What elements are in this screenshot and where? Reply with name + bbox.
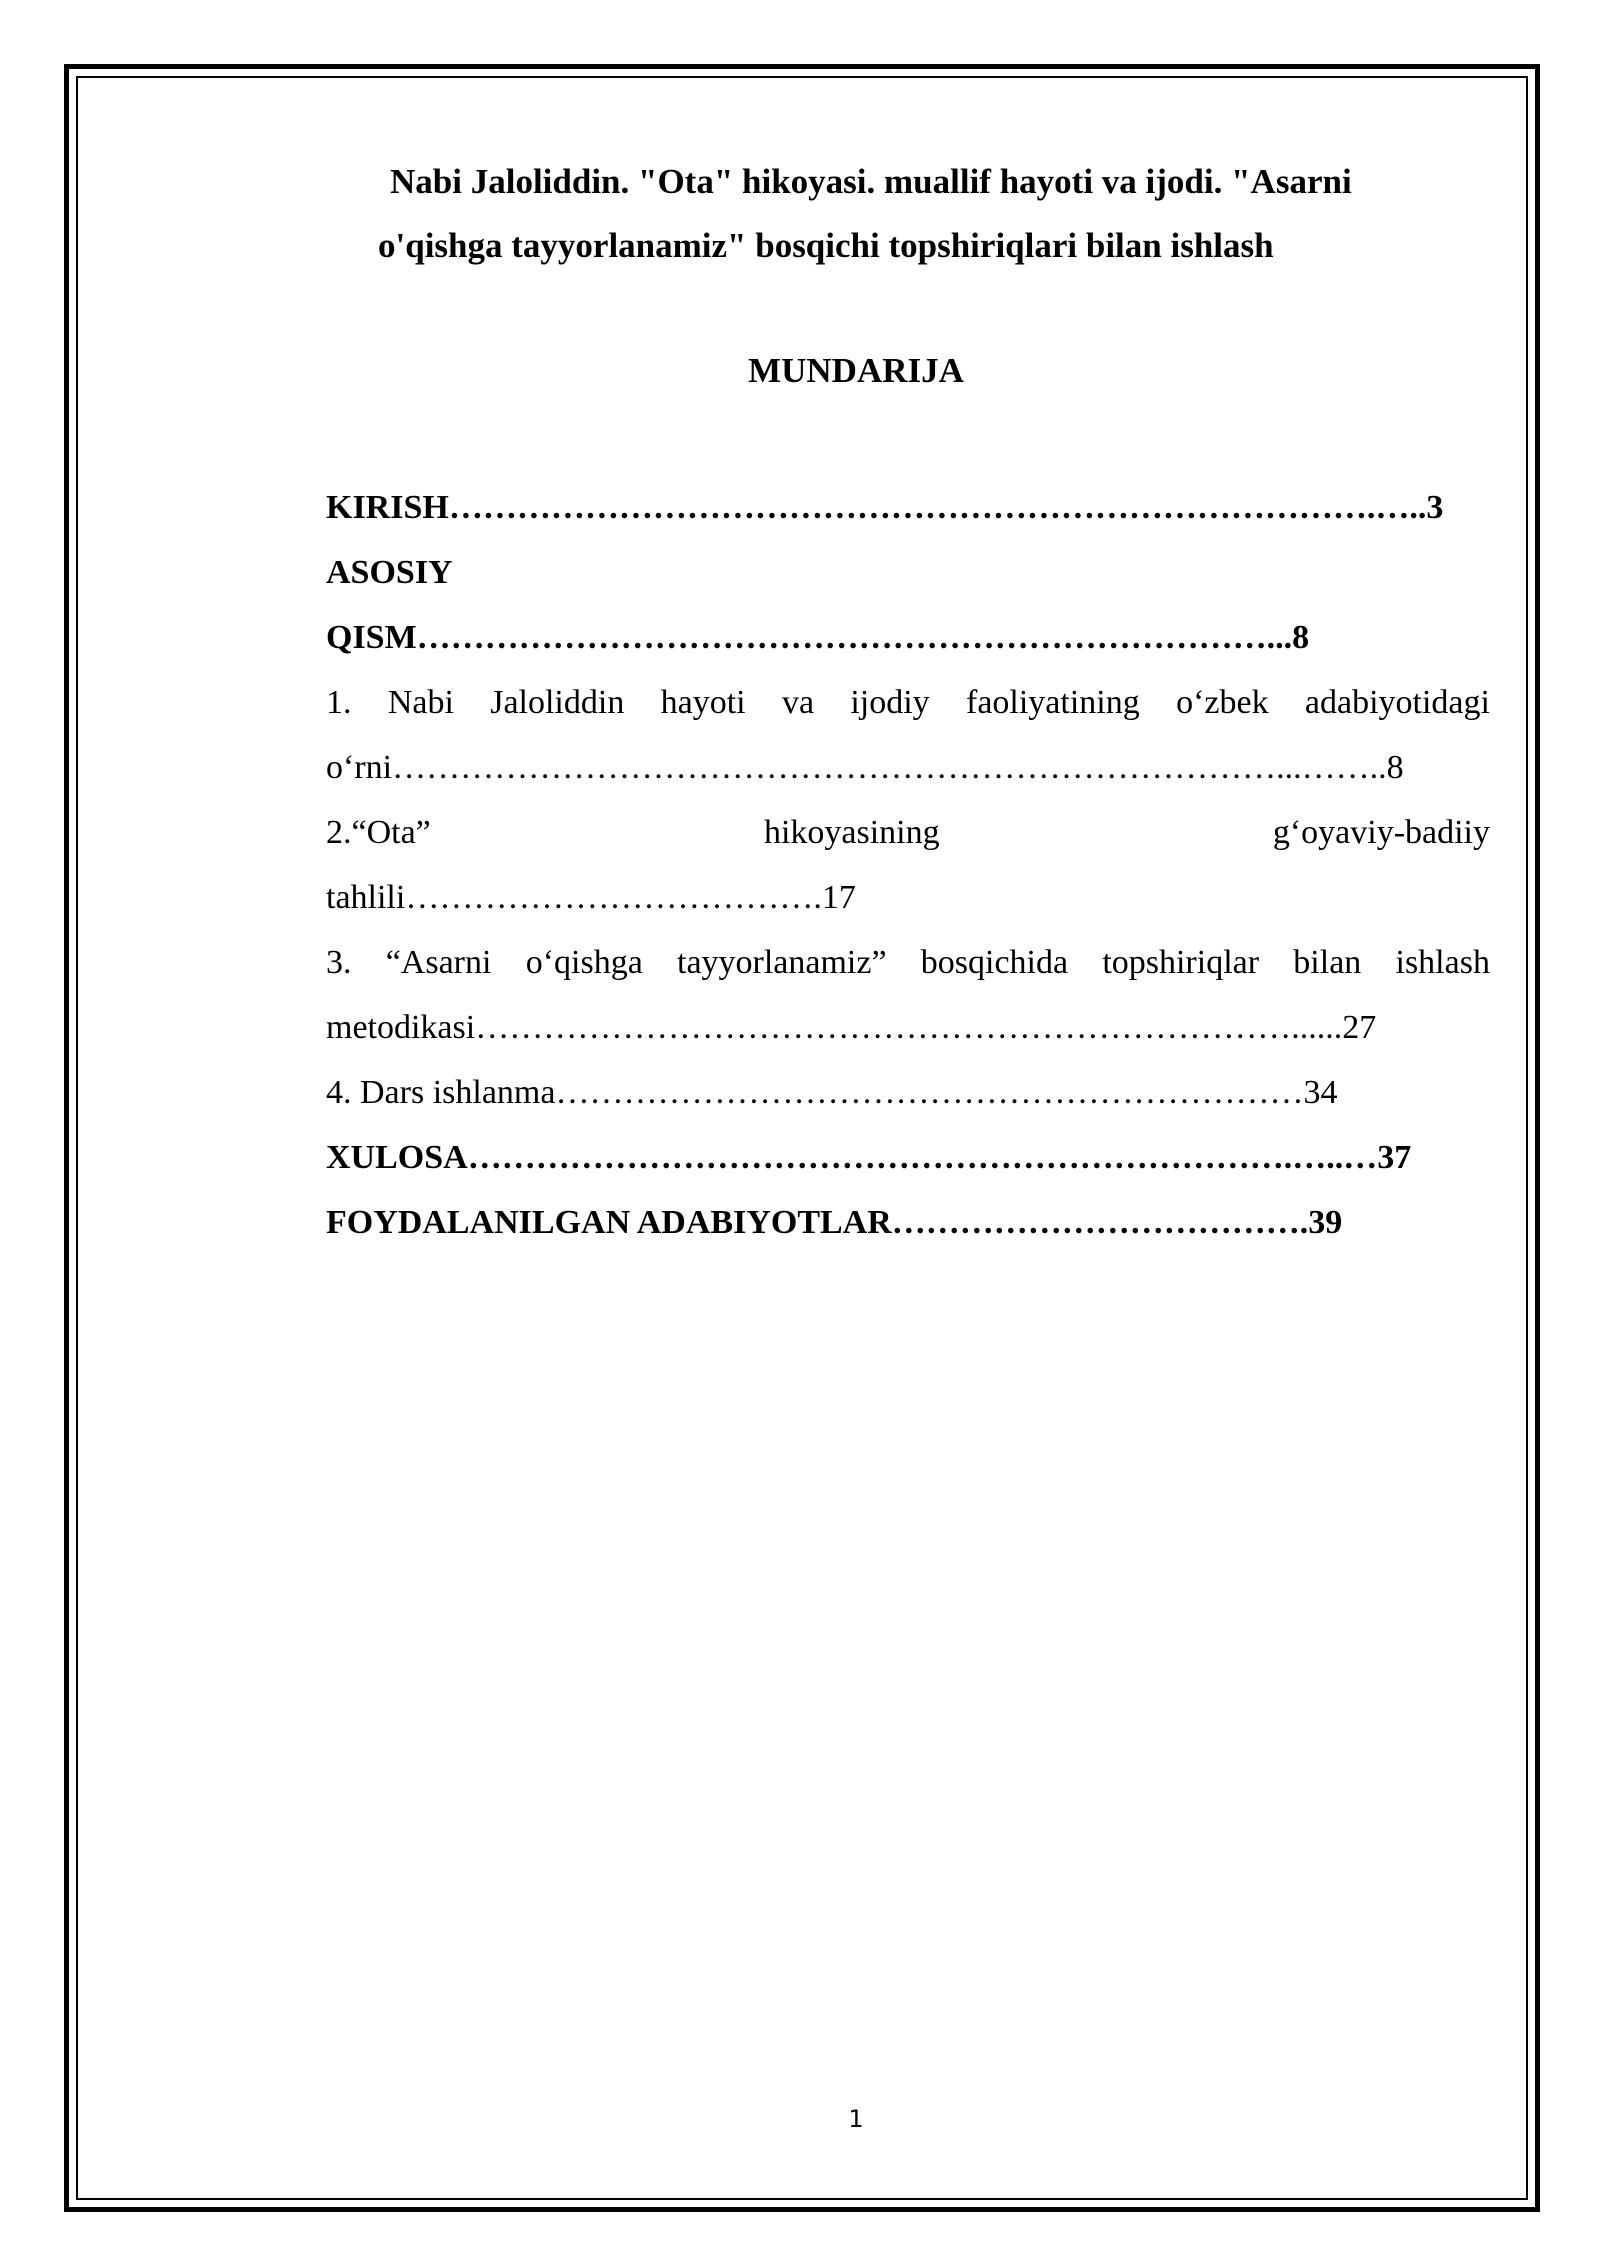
toc-entry-2-line-1 <box>326 800 1490 865</box>
toc-word: faoliyatining <box>966 684 1140 721</box>
toc-word: hikoyasining <box>763 814 940 851</box>
toc-word: 1. <box>326 684 352 721</box>
toc-word: Jaloliddin <box>490 684 625 721</box>
toc-word: o‘qishga <box>525 944 643 981</box>
title-line-2: o'qishga tayyorlanamiz" bosqichi topshiriqlari bilan ishlash <box>378 226 1274 265</box>
toc-word: 3. <box>326 944 352 981</box>
toc-word: ishlash <box>1395 944 1490 981</box>
toc-entry-3-line-1 <box>326 930 1490 995</box>
toc-entry-4: 4. Dars ishlanma…………………………………………………………34 <box>326 1074 1338 1111</box>
toc-entry-1-line-2: o‘rni……………………………………………………………………...……..8 <box>326 749 1404 786</box>
toc-word: topshiriqlar <box>1102 944 1260 981</box>
toc-entry-kirish: KIRISH……………………………………………………………………….…..3 <box>326 489 1444 526</box>
toc-entry-qism: QISM…………………………………………………………………...8 <box>326 619 1310 656</box>
title-line-1: Nabi Jaloliddin. "Ota" hikoyasi. muallif hayoti va ijodi. "Asarni <box>390 162 1352 201</box>
toc-entry-1-line-1 <box>326 670 1490 735</box>
toc-word: ijodiy <box>850 684 930 721</box>
toc-heading: MUNDARIJA <box>748 351 964 390</box>
toc-entry-2-line-2: tahlili……………………………….17 <box>326 879 856 916</box>
toc-entry-3-line-2: metodikasi………………………………………………………………......27 <box>326 1009 1377 1046</box>
page-number: 1 <box>848 2105 864 2133</box>
toc-word: va <box>781 684 815 721</box>
toc-word: Nabi <box>387 684 454 721</box>
toc-word: o‘zbek <box>1176 684 1269 721</box>
toc-word: tayyorlanamiz” <box>677 944 887 981</box>
toc-entry-xulosa: XULOSA……………………………………………………………….…..…37 <box>326 1139 1412 1176</box>
table-of-contents <box>326 475 1490 1255</box>
toc-entry-asosiy: ASOSIY <box>326 554 453 591</box>
toc-word: g‘oyaviy-badiiy <box>1272 814 1490 851</box>
toc-word: 2.“Ota” <box>326 814 431 851</box>
toc-word: bosqichida <box>920 944 1069 981</box>
toc-word: bilan <box>1293 944 1362 981</box>
toc-word: hayoti <box>660 684 746 721</box>
toc-word: adabiyotidagi <box>1304 684 1490 721</box>
toc-entry-foydalanilgan-adabiyotlar: FOYDALANILGAN ADABIYOTLAR……………………………….39 <box>326 1204 1343 1241</box>
toc-word: “Asarni <box>385 944 492 981</box>
